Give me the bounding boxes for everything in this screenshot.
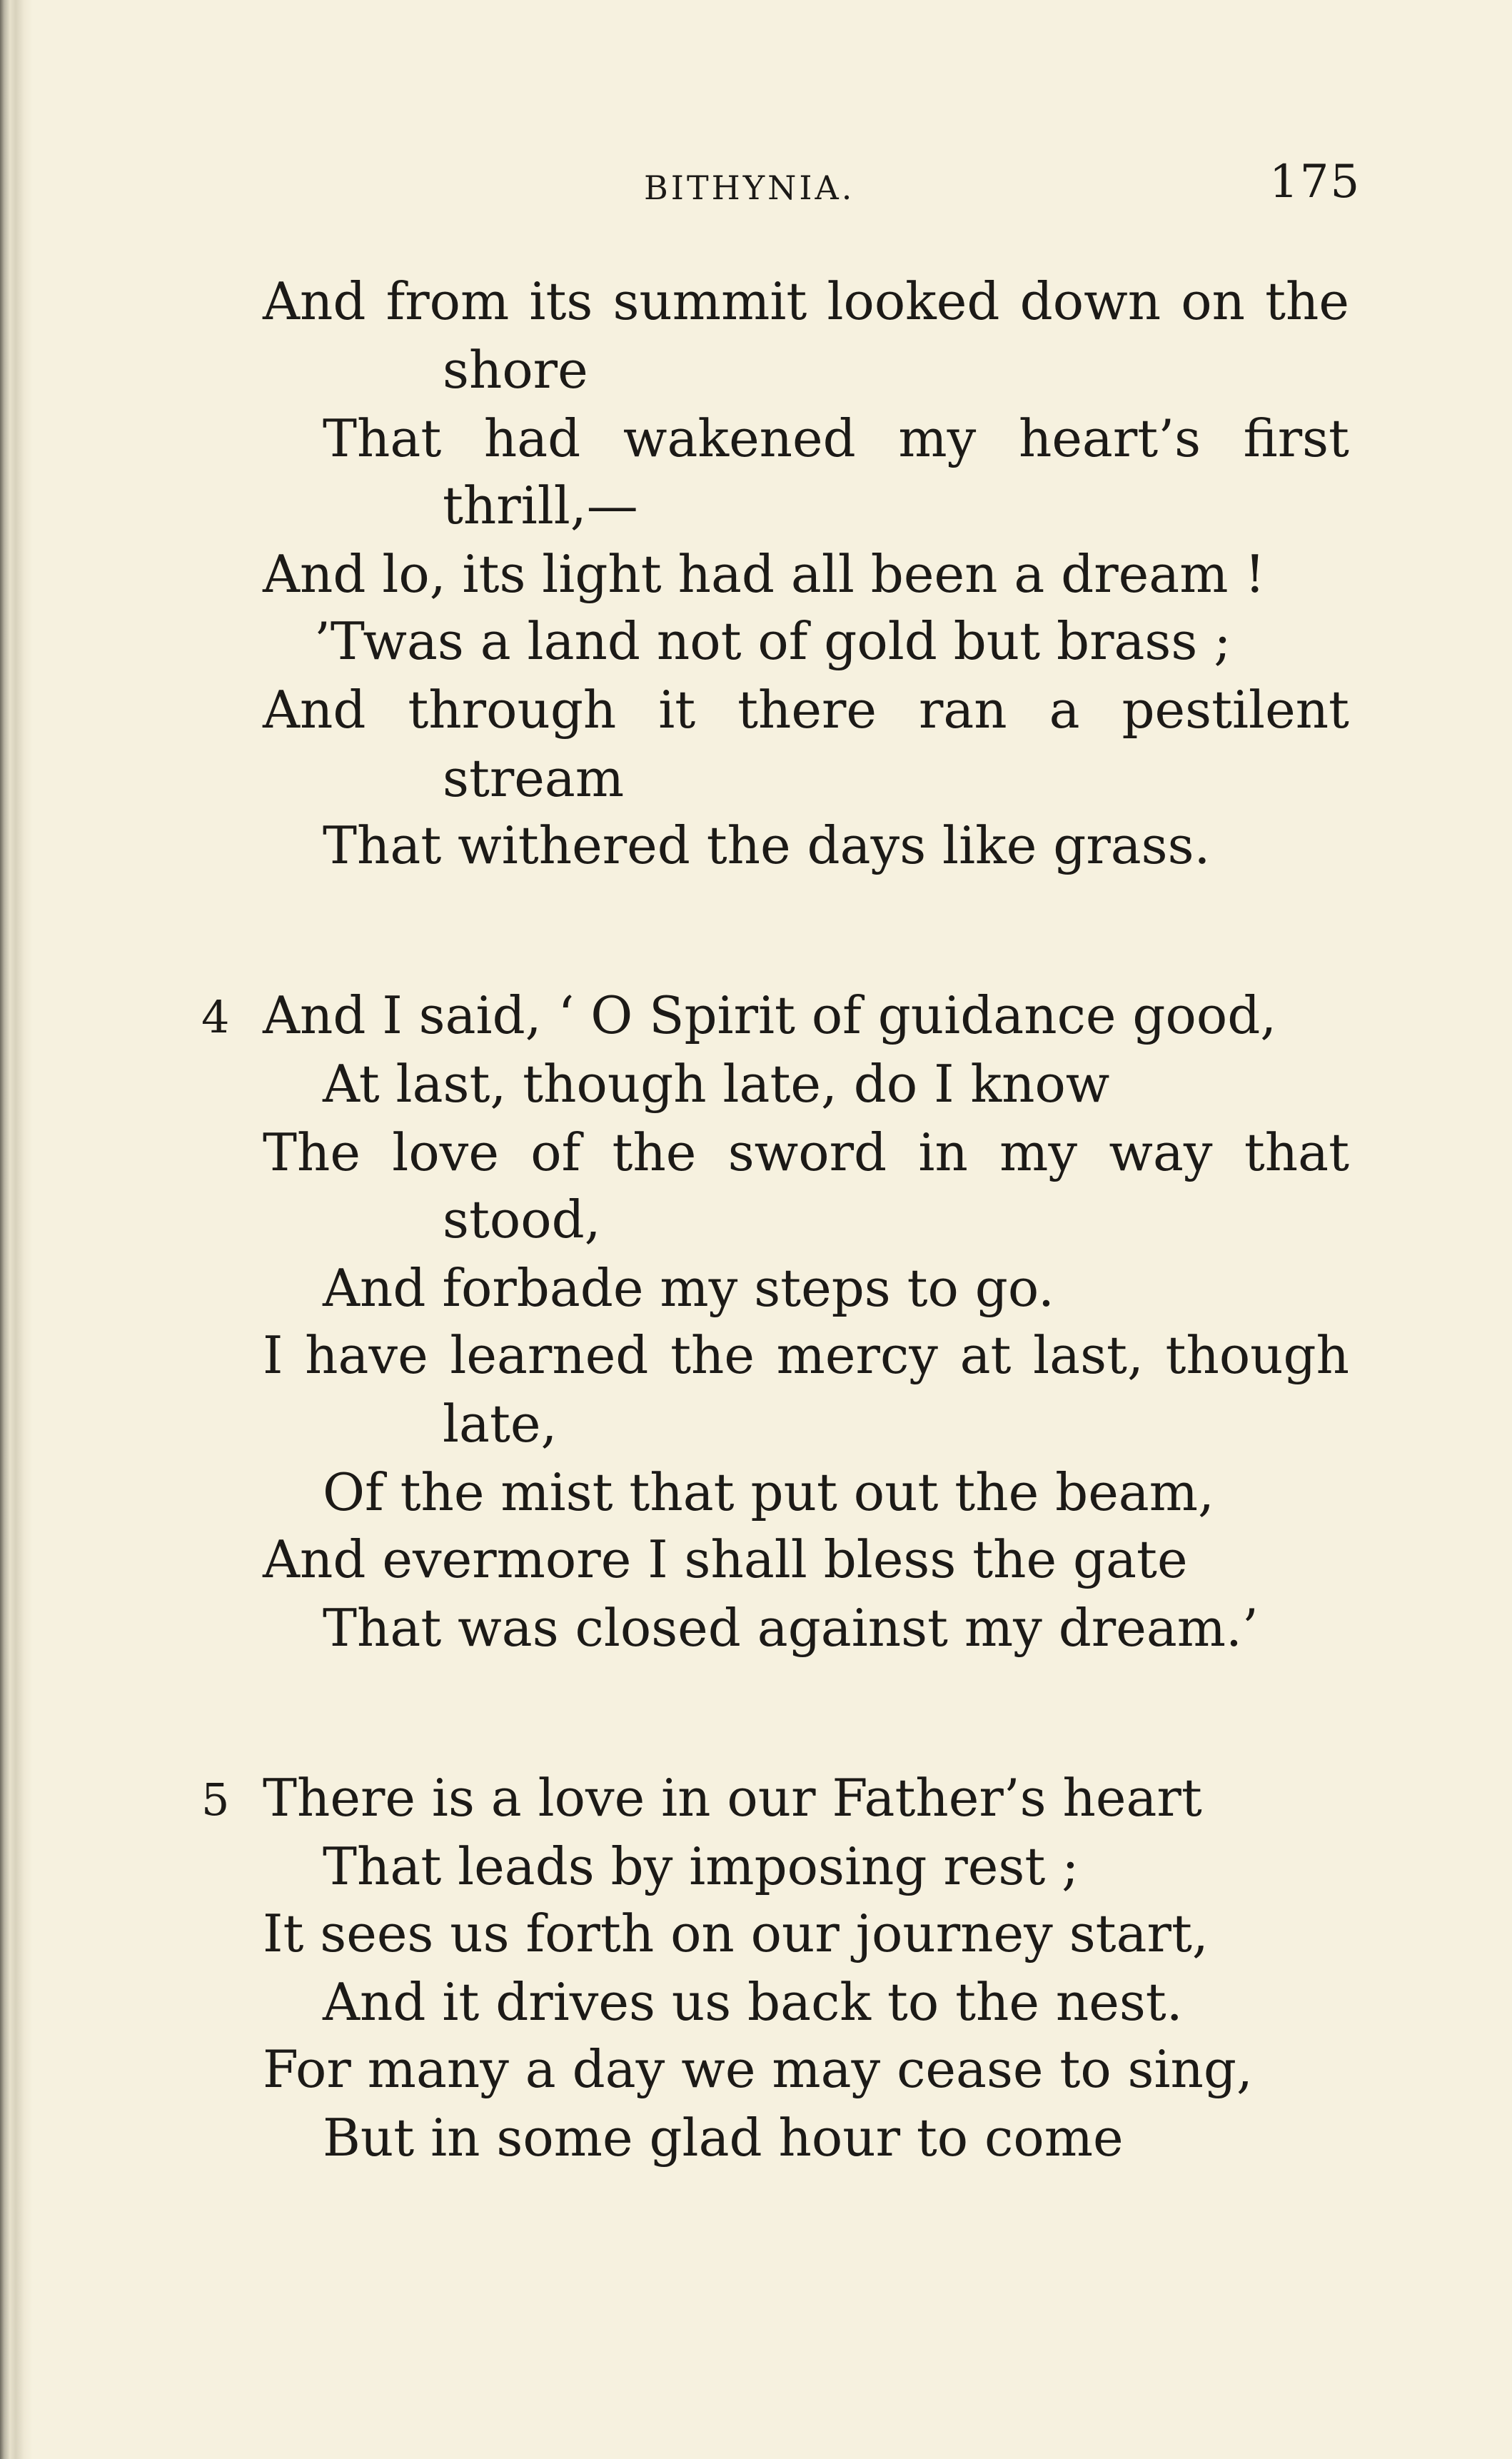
verse-line: late, <box>443 1394 558 1454</box>
verse-line: But in some glad hour to come <box>323 2108 1124 2168</box>
stanza-number: 5 <box>201 1774 230 1826</box>
running-title: BITHYNIA. <box>644 169 855 207</box>
verse-line: And evermore I shall bless the gate <box>263 1529 1188 1589</box>
page-gutter-shadow <box>0 0 33 2459</box>
verse-line: And through it there ran a pestilent <box>263 680 1349 740</box>
verse-line: And forbade my steps to go. <box>323 1258 1054 1318</box>
verse-line: I have learned the mercy at last, though <box>263 1325 1349 1385</box>
stanza-number: 4 <box>201 991 230 1043</box>
verse-line: That had wakened my heart’s first <box>323 408 1349 468</box>
verse-line: And lo, its light had all been a dream ! <box>263 544 1266 604</box>
running-head <box>0 0 1512 228</box>
verse-line: stream <box>443 748 625 808</box>
verse-line: At last, though late, do I know <box>323 1054 1110 1114</box>
page-number: 175 <box>1269 156 1361 208</box>
verse-line: And it drives us back to the nest. <box>323 1972 1183 2032</box>
verse-line: That was closed against my dream.’ <box>323 1598 1259 1658</box>
verse-line: There is a love in our Father’s heart <box>263 1768 1202 1828</box>
verse-line: The love of the sword in my way that <box>263 1122 1349 1182</box>
verse-line: Of the mist that put out the beam, <box>323 1462 1214 1522</box>
verse-line: stood, <box>443 1190 601 1249</box>
verse-line: That withered the days like grass. <box>323 815 1211 875</box>
verse-line: ’Twas a land not of gold but brass ; <box>314 611 1231 671</box>
verse-line: shore <box>443 340 588 400</box>
verse-line: And I said, ‘ O Spirit of guidance good, <box>263 985 1277 1045</box>
verse-line: It sees us forth on our journey start, <box>263 1904 1209 1963</box>
verse-line: For many a day we may cease to sing, <box>263 2039 1253 2099</box>
verse-line: And from its summit looked down on the <box>263 271 1349 331</box>
verse-line: That leads by imposing rest ; <box>323 1836 1079 1896</box>
verse-line: thrill,— <box>443 476 638 535</box>
